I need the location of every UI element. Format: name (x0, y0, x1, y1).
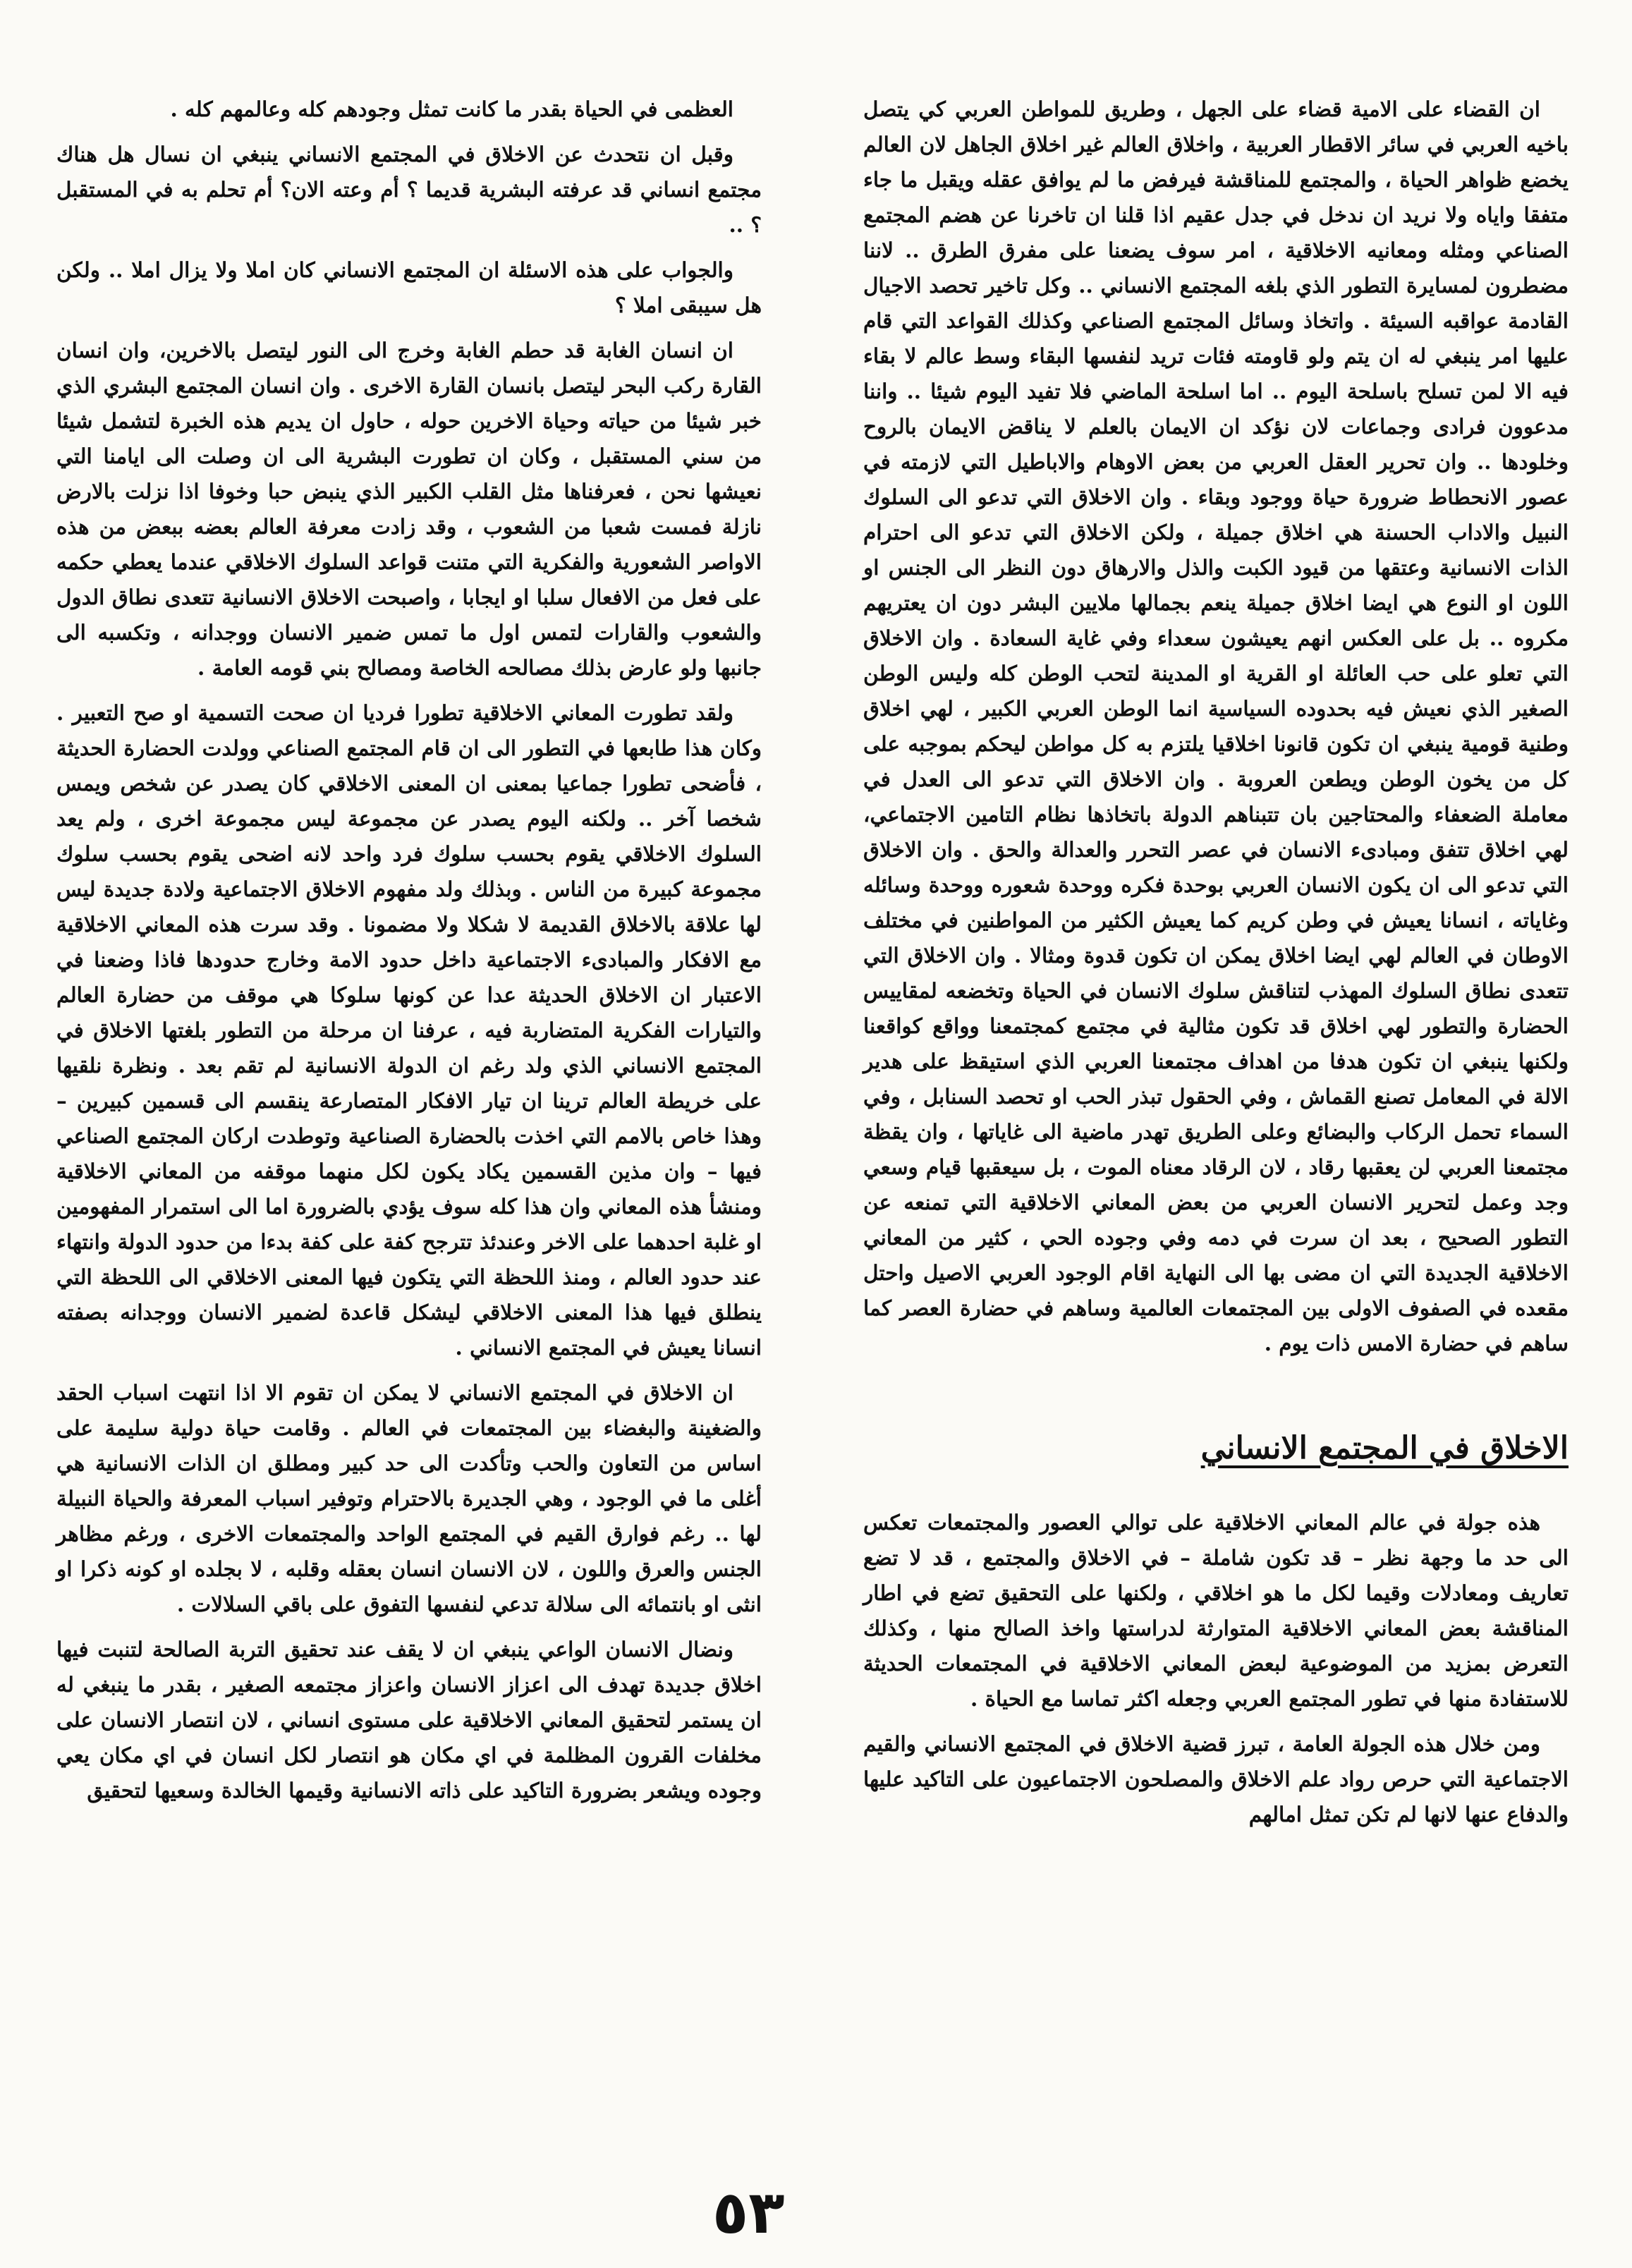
left-column (56, 92, 762, 1818)
right-column (863, 92, 1569, 1842)
body-paragraph: وقبل ان نتحدث عن الاخلاق في المجتمع الانساني ينبغي ان نسال هل هناك مجتمع انساني قد عرفته البشرية قديما ؟ أم وعته الان؟ أم تحلم به في المستقبل ؟ .. (56, 142, 762, 237)
body-paragraph: ونضال الانسان الواعي ينبغي ان لا يقف عند تحقيق التربة الصالحة لتنبت فيها اخلاق جديدة تهدف الى اعزاز الانسان واعزاز مجتمعه الصغير ، بقدر ما ينبغي له ان يستمر لتحقيق المعاني الاخلاقية على مستوى انساني ، لان انتصار الانسان على مخلفات القرون المظلمة في اي مكان هو انتصار لكل انسان في اي مكان يعي وجوده ويشعر بضرورة التاكيد على ذاته الانسانية وقيمها الخالدة وسعيها لتحقيق (56, 1637, 762, 1803)
body-paragraph: والجواب على هذه الاسئلة ان المجتمع الانساني كان املا ولا يزال املا .. ولكن هل سيبقى املا ؟ (56, 257, 762, 317)
body-paragraph: ومن خلال هذه الجولة العامة ، تبرز قضية الاخلاق في المجتمع الانساني والقيم الاجتماعية التي حرص رواد علم الاخلاق والمصلحون الاجتماعيون على التاكيد عليها والدفاع عنها لانها لم تكن تمثل امالهم (863, 1731, 1569, 1827)
body-paragraph: ان الاخلاق في المجتمع الانساني لا يمكن ان تقوم الا اذا انتهت اسباب الحقد والضغينة والبغضاء بين المجتمعات في العالم . وقامت حياة دولية سليمة على اساس من التعاون والحب وتأكدت الى حد كبير ومطلق ان الذات الانسانية هي أغلى ما في الوجود ، وهي الجديرة بالاحترام وتوفير اسباب المعرفة والحياة النبيلة لها .. رغم فوارق القيم في المجتمع الواحد والمجتمعات الاخرى ، ورغم مظاهر الجنس والعرق واللون ، لان الانسان انسان بعقله وقلبه ، لا بجلده او كونه ذكرا او انثى او بانتمائه الى سلالة تدعي لنفسها التفوق على باقي السلالات . (56, 1380, 762, 1616)
body-paragraph: العظمى في الحياة بقدر ما كانت تمثل وجودهم كله وعالمهم كله . (170, 97, 733, 121)
body-paragraph: ولقد تطورت المعاني الاخلاقية تطورا فرديا ان صحت التسمية او صح التعبير . وكان هذا طابعها في التطور الى ان قام المجتمع الصناعي وولدت الحضارة الحديثة ، فأضحى تطورا جماعيا بمعنى ان المعنى الاخلاقي كان يصدر عن شخص ويمس شخصا آخر .. ولكنه اليوم يصدر عن مجموعة ليس مجموعة اخرى ، ولم يعد السلوك الاخلاقي يقوم بحسب سلوك فرد واحد لانه اضحى يقوم بحسب سلوك مجموعة كبيرة من الناس . وبذلك ولد مفهوم الاخلاق الاجتماعية ولادة جديدة ليس لها علاقة بالاخلاق القديمة لا شكلا ولا مضمونا . وقد سرت هذه المعاني الاخلاقية مع الافكار والمبادىء الاجتماعية داخل حدود الامة وخارج حدودها فاذا وضعنا في الاعتبار ان الاخلاق الحديثة عدا عن كونها سلوكا هي موقف من حضارة العالم والتيارات الفكرية المتضاربة فيه ، عرفنا ان مرحلة من التطور بلغتها الاخلاق في المجتمع الانساني الذي ولد رغم ان الدولة الانسانية لم تقم بعد . ونظرة نلقيها على خريطة العالم ترينا ان تيار الافكار المتصارعة ينقسم الى قسمين كبيرين – وهذا خاص بالامم التي اخذت بالحضارة الصناعية وتوطدت اركان المجتمع الصناعي فيها – وان مذين القسمين يكاد يكون لكل منهما موقفه من المعاني الاخلاقية ومنشأ هذه المعاني وان هذا كله سوف يؤدي بالضرورة اما الى استمرار المفهومين او غلبة احدهما على الاخر وعندئذ تترجح كفة على كفة بدءا من حدود الدولة وانتهاء عند حدود العالم ، ومنذ اللحظة التي يتكون فيها المعنى الاخلاقي الى اللحظة التي ينطلق فيها هذا المعنى الاخلاقي ليشكل قاعدة لضمير الانسان ووجدانه بصفته انسانا يعيش في المجتمع الانساني . (56, 700, 762, 1360)
spacer (863, 1371, 1569, 1413)
body-paragraph: ان القضاء على الامية قضاء على الجهل ، وطريق للمواطن العربي كي يتصل باخيه العربي في سائر الاقطار العربية ، واخلاق العالم غير اخلاق الجاهل لان العالم يخضع ظواهر الحياة ، والمجتمع للمناقشة فيرفض ما لم يوافق عقله ويقبل ما جاء متفقا واياه ولا نريد ان ندخل في جدل عقيم اذا قلنا ان تاخرنا عن هضم المجتمع الصناعي ومثله ومعانيه الاخلاقية ، امر سوف يضعنا على مفرق الطرق .. لاننا مضطرون لمسايرة التطور الذي بلغه المجتمع الانساني .. وكل تاخير تحصد الاجيال القادمة عواقبه السيئة . واتخاذ وسائل المجتمع الصناعي وكذلك القواعد التي قام عليها امر ينبغي له ان يتم ولو قاومته فئات تريد لنفسها البقاء وسط عالم لا بقاء فيه الا لمن تسلح باسلحة اليوم .. اما اسلحة الماضي فلا تفيد اليوم شيئا .. واننا مدعوون فرادى وجماعات لان نؤكد ان الايمان بالعلم لا يناقض الايمان بالروح وخلودها .. وان تحرير العقل العربي من بعض الاوهام والاباطيل التي لازمته في عصور الانحطاط ضرورة حياة ووجود وبقاء . وان الاخلاق التي تدعو الى السلوك النبيل والاداب الحسنة هي اخلاق جميلة ، ولكن الاخلاق التي تدعو الى احترام الذات الانسانية وعتقها من قيود الكبت والذل والارهاق دون النظر الى الجنس او اللون او النوع هي ايضا اخلاق جميلة ينعم بجمالها ملايين البشر دون ان يعتريهم مكروه .. بل على العكس انهم يعيشون سعداء وفي غاية السعادة . وان الاخلاق التي تعلو على حب العائلة او القرية او المدينة لتحب الوطن كله وليس الوطن الصغير الذي نعيش فيه بحدوده السياسية انما الوطن العربي الكبير ، لهي اخلاق وطنية قومية ينبغي ان تكون قانونا اخلاقيا يلتزم به كل مواطن ليحكم بموجبه على كل من يخون الوطن ويطعن العروبة . وان الاخلاق التي تدعو الى العدل في معاملة الضعفاء والمحتاجين بان تتبناهم الدولة باتخاذها نظام التامين الاجتماعي، لهي اخلاق تتفق ومبادىء الانسان في عصر التحرر والعدالة والحق . وان الاخلاق التي تدعو الى ان يكون الانسان العربي بوحدة فكره ووحدة شعوره ووحدة وسائله وغاياته ، انسانا يعيش في وطن كريم كما يعيش الكثير من المواطنين في مختلف الاوطان في العالم لهي ايضا اخلاق يمكن ان تكون قدوة ومثالا . وان الاخلاق التي تتعدى نطاق السلوك المهذب لتناقش سلوك الانسان في الحياة وتخضعه لمقاييس الحضارة والتطور لهي اخلاق قد تكون مثالية في مجتمع كمجتمعنا وواقع كواقعنا ولكنها ينبغي ان تكون هدفا من اهداف مجتمعنا العربي الذي استيقظ على هدير الالة في المعامل تصنع القماش ، وفي الحقول تبذر الحب او تحصد السنابل ، وفي السماء تحمل الركاب والبضائع وعلى الطريق تهدر ماضية الى غاياتها ، وان يقظة مجتمعنا العربي لن يعقبها رقاد ، لان الرقاد معناه الموت ، بل سيعقبها قيام وسعي وجد وعمل لتحرير الانسان العربي من بعض المعاني الاخلاقية التي تمنعه عن التطور الصحيح ، بعد ان سرت في دمه وفي وجوده الحي ، كثير من المعاني الاخلاقية الجديدة التي ان مضى بها الى النهاية اقام الوجود العربي الاصيل واحتل مقعده في الصفوف الاولى بين المجتمعات العالمية وساهم في حضارة العصر كما ساهم في حضارة الامس ذات يوم . (863, 97, 1569, 1355)
page-number: ٥٣ (712, 2178, 785, 2247)
section-heading: الاخلاق في المجتمع الانساني (1200, 1430, 1569, 1466)
body-paragraph: ان انسان الغابة قد حطم الغابة وخرج الى النور ليتصل بالاخرين، وان انسان القارة ركب البحر ليتصل بانسان القارة الاخرى . وان انسان المجتمع البشري الذي خبر شيئا من حياته وحياة الاخرين حوله ، حاول ان يديم هذه الخبرة لتشمل شيئا من سني المستقبل ، وكان ان تطورت البشرية الى ان وصلت الى ايامنا التي نعيشها نحن ، فعرفناها مثل القلب الكبير الذي ينبض حبا وخوفا اذا نزلت بالارض نازلة فمست شعبا من الشعوب ، وقد زادت معرفة العالم بعضه ببعض من هذه الاواصر الشعورية والفكرية التي متنت قواعد السلوك الاخلاقي عندما يعطي حكمه على فعل من الافعال سلبا او ايجابا ، واصبحت الاخلاق الانسانية تتعدى نطاق الدول والشعوب والقارات لتمس اول ما تمس ضمير الانسان ووجدانه ، وتكسبه الى جانبها ولو عارض بذلك مصالحه الخاصة ومصالح بني قومه العامة . (56, 338, 762, 680)
body-paragraph: هذه جولة في عالم المعاني الاخلاقية على توالي العصور والمجتمعات تعكس الى حد ما وجهة نظر – قد تكون شاملة – في الاخلاق والمجتمع ، قد لا تضع تعاريف ومعادلات وقيما لكل ما هو اخلاقي ، ولكنها على التحقيق تضع في اطار المناقشة بعض المعاني الاخلاقية المتوارثة لدراستها واخذ الصالح منها ، وكذلك التعرض بمزيد من الموضوعية لبعض المعاني الاخلاقية في المجتمعات الحديثة للاستفادة منها في تطور المجتمع العربي وجعله اكثر تماسا مع الحياة . (863, 1510, 1569, 1711)
